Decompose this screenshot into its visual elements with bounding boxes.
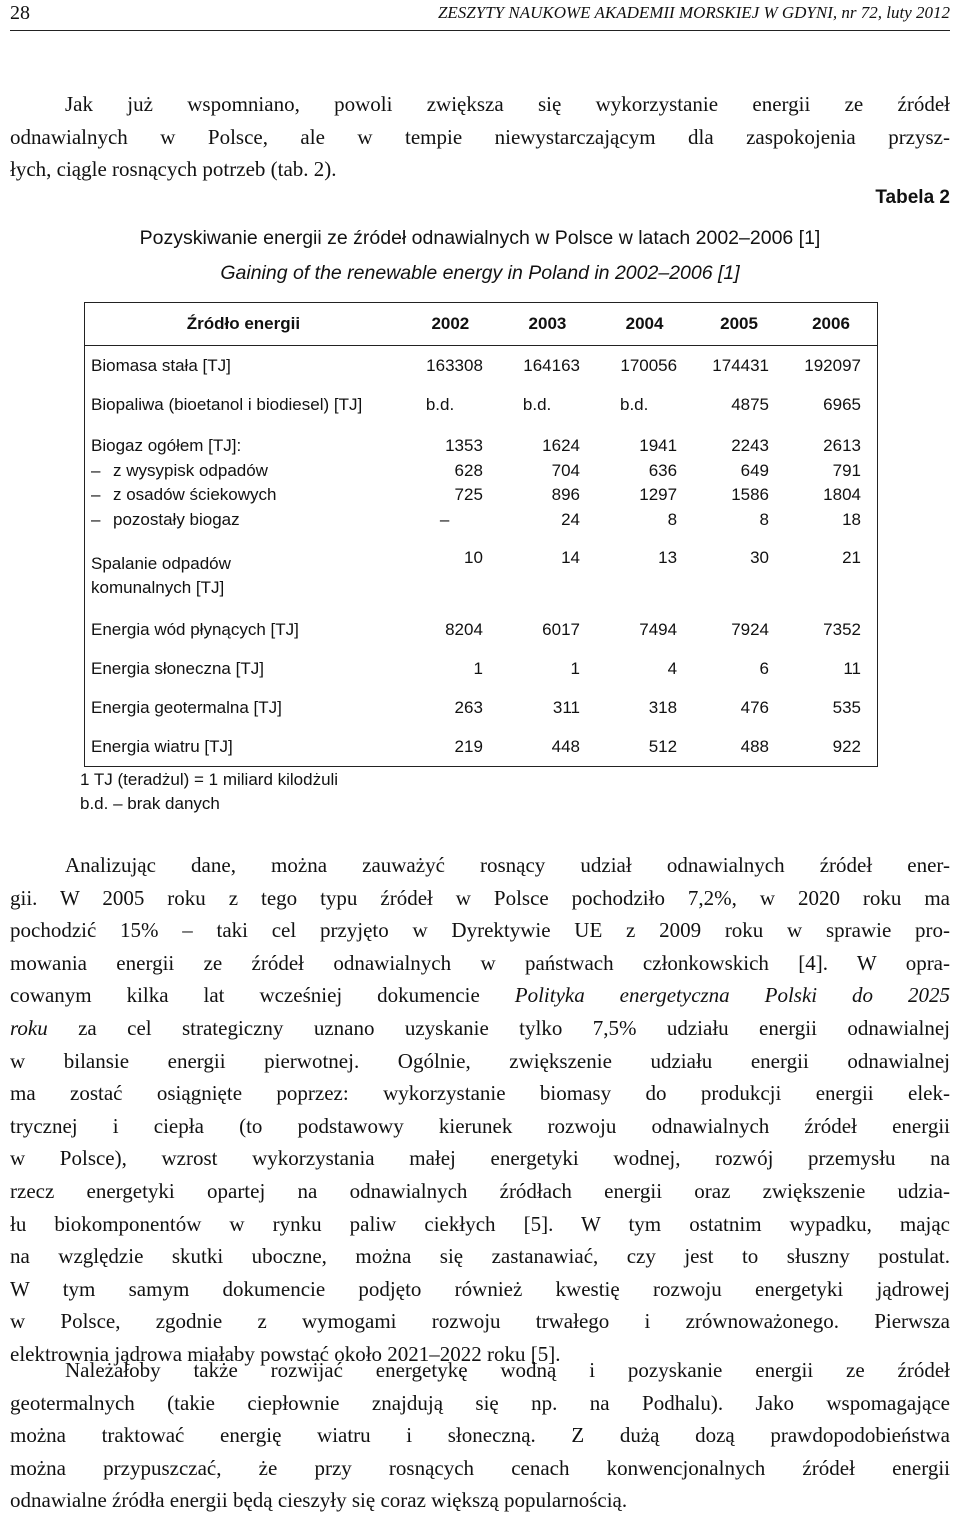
- header-cell: 2002: [402, 303, 499, 346]
- table-row: [85, 424, 878, 542]
- header-cell: 2006: [785, 303, 877, 346]
- text-line: ma zostać osiągnięte poprzez: wykorzystanie biomasy do produkcji energii elek-: [10, 1081, 950, 1106]
- text-line: geotermalnych (takie ciepłownie znajdują się np. na Podhalu). Jako wspomagające: [10, 1390, 950, 1415]
- table-header-row: [85, 303, 878, 346]
- table-row: [85, 610, 878, 649]
- table-cell: [693, 424, 785, 542]
- cell-value: 704: [551, 460, 580, 480]
- cell-value: 725: [454, 485, 483, 504]
- table-cell: 1: [570, 658, 580, 678]
- table-cell: 4875: [731, 394, 770, 414]
- table-cell: 6965: [823, 394, 861, 414]
- cell-value: 649: [740, 460, 770, 480]
- table-cell: 163308: [426, 355, 483, 375]
- cell-value: 24: [561, 509, 580, 529]
- table-cell: 11: [843, 658, 861, 678]
- table-cell: b.d.: [620, 394, 649, 414]
- text-line: łu biokomponentów w rynku paliw ciekłych [5]. W tym ostatnim wypadku, mając: [10, 1211, 950, 1236]
- table-cell: 7494: [639, 619, 678, 639]
- row-label-line: Spalanie odpadów: [91, 553, 231, 573]
- table-cell: 922: [832, 736, 861, 756]
- table-cell: 219: [454, 736, 483, 756]
- table-cell: [785, 424, 877, 542]
- table-cell: 512: [648, 736, 678, 756]
- biogaz-sub-label: – z wysypisk odpadów: [91, 459, 394, 484]
- text-line: na względzie skutki uboczne, można się zastanawiać, czy jest to słuszny postulat.: [10, 1244, 950, 1269]
- table-cell: 535: [832, 697, 861, 717]
- cell-value: 18: [842, 509, 861, 529]
- text-line: w Polsce, zgodnie z wymogami rozwoju trwałego i zrównoważonego. Pierwsza: [10, 1309, 950, 1334]
- text-line: w bilansie energii pierwotnej. Ogólnie, zwiększenie udziału energii odnawialnej: [10, 1048, 950, 1073]
- cell-value: 8: [667, 509, 678, 529]
- table-cell: 476: [740, 697, 770, 717]
- text-line: rzecz energetyki opartej na odnawialnych źródłach energii oraz zwiększenie udzia-: [10, 1178, 950, 1203]
- document-title-italic: Polityka energetyczna Polski do 2025: [514, 983, 951, 1008]
- document-title-italic: roku: [10, 1015, 48, 1040]
- table-cell: 164163: [523, 355, 580, 375]
- row-label: Energia wiatru [TJ]: [91, 736, 233, 756]
- row-label: [85, 542, 402, 610]
- text-line: Jak już wspomniano, powoli zwiększa się wykorzystanie energii ze źródeł: [65, 92, 950, 116]
- text-line: elektrownia jądrowa miałaby powstać około 2021–2022 roku [5].: [10, 1341, 561, 1366]
- cell-value: 791: [832, 460, 861, 480]
- table-note: 1 TJ (teradżul) = 1 miliard kilodżuli: [80, 770, 339, 789]
- page-header: [10, 0, 950, 31]
- text-line: odnawialnych w Polsce, ale w tempie niewystarczającym dla zaspokojenia przysz-: [10, 124, 950, 149]
- table-row: [85, 542, 878, 610]
- header-cell: Źródło energii: [85, 303, 402, 346]
- cell-value: 636: [648, 460, 678, 480]
- table-cell: 30: [750, 548, 770, 567]
- table-cell: 488: [740, 736, 770, 756]
- table-cell: 14: [561, 548, 580, 567]
- row-label: [85, 424, 402, 542]
- header-cell: 2003: [499, 303, 596, 346]
- data-table: [84, 302, 878, 767]
- cell-value: 2613: [823, 436, 861, 455]
- journal-title: ZESZYTY NAUKOWE AKADEMII MORSKIEJ W GDYNI, nr 72, luty 2012: [437, 3, 950, 22]
- body-paragraph-2: [10, 849, 950, 1371]
- biogaz-sub-label: – z osadów ściekowych: [91, 483, 394, 508]
- row-label: Biopaliwa (bioetanol i biodiesel) [TJ]: [91, 394, 363, 414]
- text-line: trycznej i ciepła (to podstawowy kierunek rozwoju odnawialnych źródeł energii: [10, 1113, 950, 1138]
- table-cell: 318: [648, 697, 678, 717]
- table-cell: 174431: [712, 355, 770, 375]
- table-cell: b.d.: [425, 394, 455, 414]
- text-line: pochodzić 15% – taki cel przyjęto w Dyrektywie UE z 2009 roku w sprawie pro-: [10, 918, 950, 943]
- table-cell: 1: [473, 658, 483, 678]
- table-cell: 8204: [445, 619, 483, 639]
- text-line: Należałoby także rozwijać energetykę wodną i pozyskanie energii ze źródeł: [65, 1358, 950, 1382]
- table-cell: 7924: [731, 619, 770, 639]
- table-cell: [402, 424, 499, 542]
- table-cell: [499, 424, 596, 542]
- table-cell: 448: [551, 736, 580, 756]
- text-line: łych, ciągle rosnących potrzeb (tab. 2).: [10, 157, 337, 182]
- table-cell: 10: [463, 548, 483, 567]
- table-row: [85, 727, 878, 767]
- table-cell: 4: [667, 658, 678, 678]
- text-line: można przypuszczać, że przy rosnących cenach konwencjonalnych źródeł energii: [10, 1455, 950, 1480]
- table-cell: 263: [454, 697, 483, 717]
- row-label: Energia geotermalna [TJ]: [91, 697, 282, 717]
- text-line: Analizując dane, można zauważyć rosnący udział odnawialnych źródeł ener-: [65, 853, 950, 877]
- text-line: można traktować energię wiatru i słoneczną. Z dużą dozą prawdopodobieństwa: [10, 1423, 950, 1448]
- row-label: Energia wód płynących [TJ]: [91, 619, 299, 639]
- page-number: 28: [10, 2, 30, 24]
- cell-value: 896: [551, 485, 580, 504]
- intro-paragraph: [10, 88, 950, 186]
- body-paragraph-3: [10, 1354, 950, 1517]
- cell-value: 1353: [445, 436, 483, 455]
- table-caption-pl: Pozyskiwanie energii ze źródeł odnawialnych w Polsce w latach 2002–2006 [1]: [139, 227, 821, 249]
- header-cell: 2004: [596, 303, 693, 346]
- cell-value: 1297: [639, 485, 678, 504]
- cell-value: 1624: [542, 436, 580, 455]
- table-row: [85, 346, 878, 386]
- table-cell: 170056: [620, 355, 678, 375]
- cell-value: 1804: [823, 485, 861, 504]
- text-line: odnawialne źródła energii będą cieszyły się coraz większą popularnością.: [10, 1488, 628, 1513]
- cell-value: 628: [454, 460, 483, 480]
- cell-value: 1586: [731, 485, 770, 504]
- cell-value: 8: [759, 509, 770, 529]
- text-line: mowania energii ze źródeł odnawialnych w państwach członkowskich [4]. W opra-: [10, 950, 950, 975]
- table-row: [85, 385, 878, 424]
- table-row: [85, 649, 878, 688]
- table-row: [85, 688, 878, 727]
- table-cell: 21: [842, 548, 861, 567]
- header-cell: 2005: [693, 303, 785, 346]
- cell-value: 2243: [731, 436, 770, 455]
- text-line: [10, 1012, 950, 1045]
- cell-value: 1941: [639, 436, 678, 455]
- table-cell: 6: [759, 658, 770, 678]
- table-cell: 13: [658, 548, 678, 567]
- table-notes: [80, 768, 338, 816]
- cell-value: –: [439, 509, 450, 529]
- text-run: cowanym kilka lat wcześniej dokumencie: [10, 983, 515, 1008]
- table-cell: 7352: [823, 619, 861, 639]
- table-caption-en: Gaining of the renewable energy in Poland in 2002–2006 [1]: [220, 262, 740, 284]
- row-label: Biomasa stała [TJ]: [91, 355, 231, 375]
- text-line: w Polsce), wzrost wykorzystania małej energetyki wodnej, rozwój przemysłu na: [10, 1146, 950, 1171]
- table-cell: 192097: [804, 355, 861, 375]
- table-note: b.d. – brak danych: [80, 794, 220, 813]
- table-cell: 6017: [542, 619, 580, 639]
- text-line: gii. W 2005 roku z tego typu źródeł w Polsce pochodziło 7,2%, w 2020 roku ma: [10, 885, 950, 910]
- biogaz-label: Biogaz ogółem [TJ]:: [91, 436, 242, 455]
- row-label-line: komunalnych [TJ]: [91, 578, 225, 597]
- table-cell: b.d.: [522, 394, 552, 414]
- table-cell: 311: [552, 697, 580, 717]
- table-label: Tabela 2: [875, 187, 950, 208]
- row-label: Energia słoneczna [TJ]: [91, 658, 264, 678]
- table-cell: [596, 424, 693, 542]
- text-line: [10, 979, 950, 1012]
- biogaz-sub-label: – pozostały biogaz: [91, 508, 394, 533]
- text-line: W tym samym dokumencie podjęto również kwestię rozwoju energetyki jądrowej: [10, 1276, 950, 1301]
- text-run: za cel strategiczny uznano uzyskanie tylko 7,5% udziału energii odnawialnej: [47, 1015, 950, 1040]
